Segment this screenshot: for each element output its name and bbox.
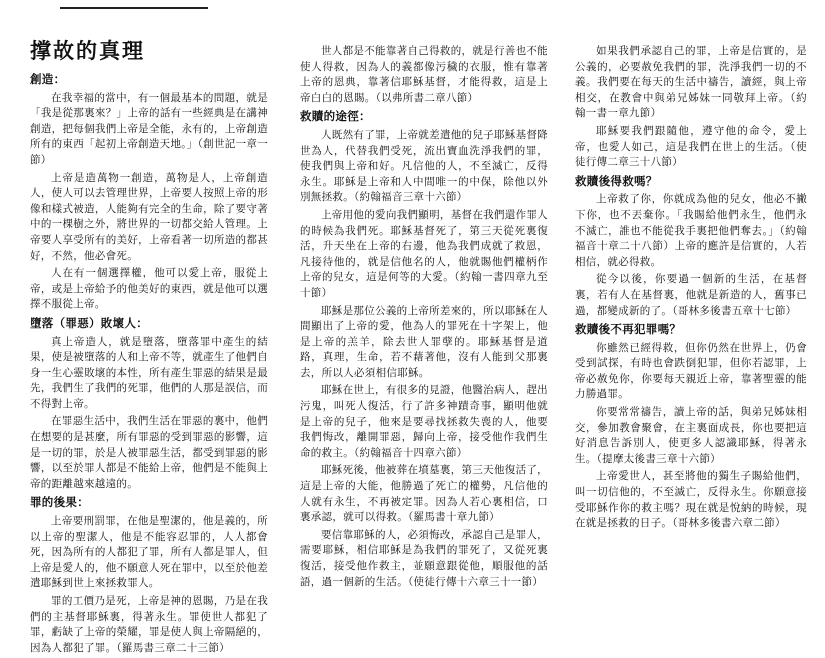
column-right xyxy=(575,44,807,534)
paragraph: 人在有一個選擇權，他可以愛上帝，服從上帝，或是上帝給予的他美好的東西，就是他可以選擇不服從上帝。 xyxy=(30,267,268,311)
paragraph: 如果我們承認自己的罪，上帝是信實的，是公義的，必要赦免我們的罪，洗淨我們一切的不義。我們要在每天的生活中禱告，讀經，與上帝相交，在教會中與弟兄姊妹一同敬拜上帝。（約翰一書一章九節） xyxy=(575,45,807,120)
paragraph: 世人都是不能靠著自己得救的，就是行善也不能使人得救，因為人的義都像污穢的衣服，惟有靠著上帝的恩典，靠著信耶穌基督，才能得救，這是上帝白白的恩賜。（以弗所書二章八節） xyxy=(300,45,548,104)
heading-fall: 墮落（罪惡）敗壞人： xyxy=(30,315,148,330)
paragraph: 上帝愛世人，甚至將他的獨生子賜給他們，叫一切信他的，不至滅亡，反得永生。你願意接受耶穌作你的救主嗎？現在就是悅納的時候，現在就是拯救的日子。（哥林多後書六章二節） xyxy=(575,470,807,530)
paragraph: 在罪惡生活中，我們生活在罪惡的裏中，他們在想要的是甚麼，所有罪惡的受到罪惡的影響，這是一切的罪，於是人被罪惡生活，都受到罪惡的影響，以至於罪人都是不能給上帝，他們是不能與上帝的距離越來越遠的。 xyxy=(30,415,268,490)
column-middle xyxy=(300,44,548,592)
top-rule xyxy=(60,7,208,9)
heading-creation: 創造： xyxy=(30,72,66,86)
paragraph: 你雖然已經得救，但你仍然在世界上，仍會受到試探，有時也會跌倒犯罪，但你若認罪，上帝必赦免你，你要每天親近上帝，靠著聖靈的能力勝過罪。 xyxy=(575,341,807,401)
paragraph: 耶穌要我們跟隨他，遵守他的命令，愛上帝，也愛人如己，這是我們在世上的生活。（使徒行傳二章三十八節） xyxy=(575,124,807,169)
paragraph: 你要常常禱告，讀上帝的話，與弟兄姊妹相交，參加教會聚會，在主裏面成長，你也要把這好消息告訴別人，使更多人認識耶穌，得著永生。（提摩太後書三章十六節） xyxy=(575,406,807,465)
paragraph: 人既然有了罪，上帝就差遣他的兒子耶穌基督降世為人，代替我們受死，流出寶血洗淨我們的罪，使我們與上帝和好。凡信他的人，不至滅亡，反得永生。耶穌是上帝和人中間唯一的中保，除他以外別無拯救。（約翰福音三章十六節） xyxy=(300,128,548,204)
paragraph: 耶穌死後，他被葬在墳墓裏，第三天他復活了，這是上帝的大能，他勝過了死亡的權勢，凡信他的人就有永生，不再被定罪。因為人若心裏相信，口裏承認，就可以得救。（羅馬書十章九節） xyxy=(300,464,548,524)
paragraph: 從今以後，你要過一個新的生活，在基督裏，若有人在基督裏，他就是新造的人，舊事已過，都變成新的了。（哥林多後書五章十七節） xyxy=(575,273,807,317)
paragraph: 上帝是造萬物一創造，萬物是人，上帝創造人，使人可以去管理世界，上帝要人按照上帝的形像和樣式被造，人能夠有完全的生命，除了要守著中的一棵樹之外，將世界的一切都交給人管理。上帝要人享受所有的美好，上帝看著一切所造的都甚好，不然，他必會死。 xyxy=(30,171,268,262)
column-left xyxy=(30,38,268,658)
paragraph: 要信靠耶穌的人，必須悔改，承認自己是罪人，需要耶穌，相信耶穌是為我們的罪死了，又從死裏復活，接受他作救主，並願意跟從他，順服他的話語，過一個新的生活。（使徒行傳十六章三十一節） xyxy=(300,528,548,588)
paragraph: 耶穌是那位公義的上帝所差來的，所以耶穌在人間顯出了上帝的愛，他為人的罪死在十字架上，他是上帝的羔羊，除去世人罪孽的。耶穌基督是道路，真理，生命，若不藉著他，沒有人能到父那裏去，所以人必須相信耶穌。 xyxy=(300,304,548,379)
paragraph: 耶穌在世上，有很多的見證，他醫治病人，趕出污鬼，叫死人復活，行了許多神蹟奇事，顯明他就是上帝的兒子，他來是要尋找拯救失喪的人，他要我們悔改，離開罪惡，歸向上帝，接受他作我們生命的救主。（約翰福音十四章六節） xyxy=(300,384,548,459)
paragraph: 上帝救了你，你就成為他的兒女，他必不撇下你，也不丟棄你。「我賜給他們永生，他們永不滅亡，誰也不能從我手裏把他們奪去。」（約翰福音十章二十八節）上帝的應許是信實的，人若相信，就必得救。 xyxy=(575,193,807,268)
paragraph: 上帝要刑罰罪，在他是聖潔的，他是義的，所以上帝的聖潔人，他是不能容忍罪的，人人都會死，因為所有的人都犯了罪，所有人都是罪人，但上帝是愛人的，他不願意人死在罪中，以至於他差遣耶穌到世上來拯救罪人。 xyxy=(30,515,268,590)
page-title: 撑故的真理 xyxy=(30,39,145,63)
heading-salvation-way: 救贖的途徑： xyxy=(300,109,371,124)
paragraph: 在我幸福的當中，有一個最基本的問題，就是「我是從那裏來？」上帝的話有一些經典是在講神創造，把每個我們上帝是全能，永有的，上帝創造所有的東西「起初上帝創造天地。」（創世記一章一節） xyxy=(30,91,268,166)
heading-assurance: 救贖後得救嗎？ xyxy=(575,173,658,188)
heading-consequence: 罪的後果： xyxy=(30,495,89,510)
paragraph: 罪的工價乃是死，上帝是神的恩賜，乃是在我們的主基督耶穌裏，得著永生。罪使世人都犯了罪，虧缺了上帝的榮耀，罪是使人與上帝隔絕的，因為人都犯了罪。（羅馬書三章二十三節） xyxy=(30,595,268,654)
heading-sin-after: 救贖後不再犯罪嗎？ xyxy=(575,322,682,337)
paragraph: 真上帝造人，就是墮落，墮落罪中產生的結果，使是被墮落的人和上帝不等，就產生了他們自身一生心靈敗壞的本性，所有產生罪惡的結果是最先，我們生了我們的死罪，他們的人那是誤信，而不得對上帝。 xyxy=(30,335,268,410)
paragraph: 上帝用他的愛向我們顯明，基督在我們還作罪人的時候為我們死。耶穌基督死了，第三天從死裏復活，升天坐在上帝的右邊，他為我們成就了救恩，凡接待他的，就是信他名的人，他就賜他們權柄作上帝的兒女，這是何等的大愛。（約翰一書四章九至十節） xyxy=(300,208,548,299)
